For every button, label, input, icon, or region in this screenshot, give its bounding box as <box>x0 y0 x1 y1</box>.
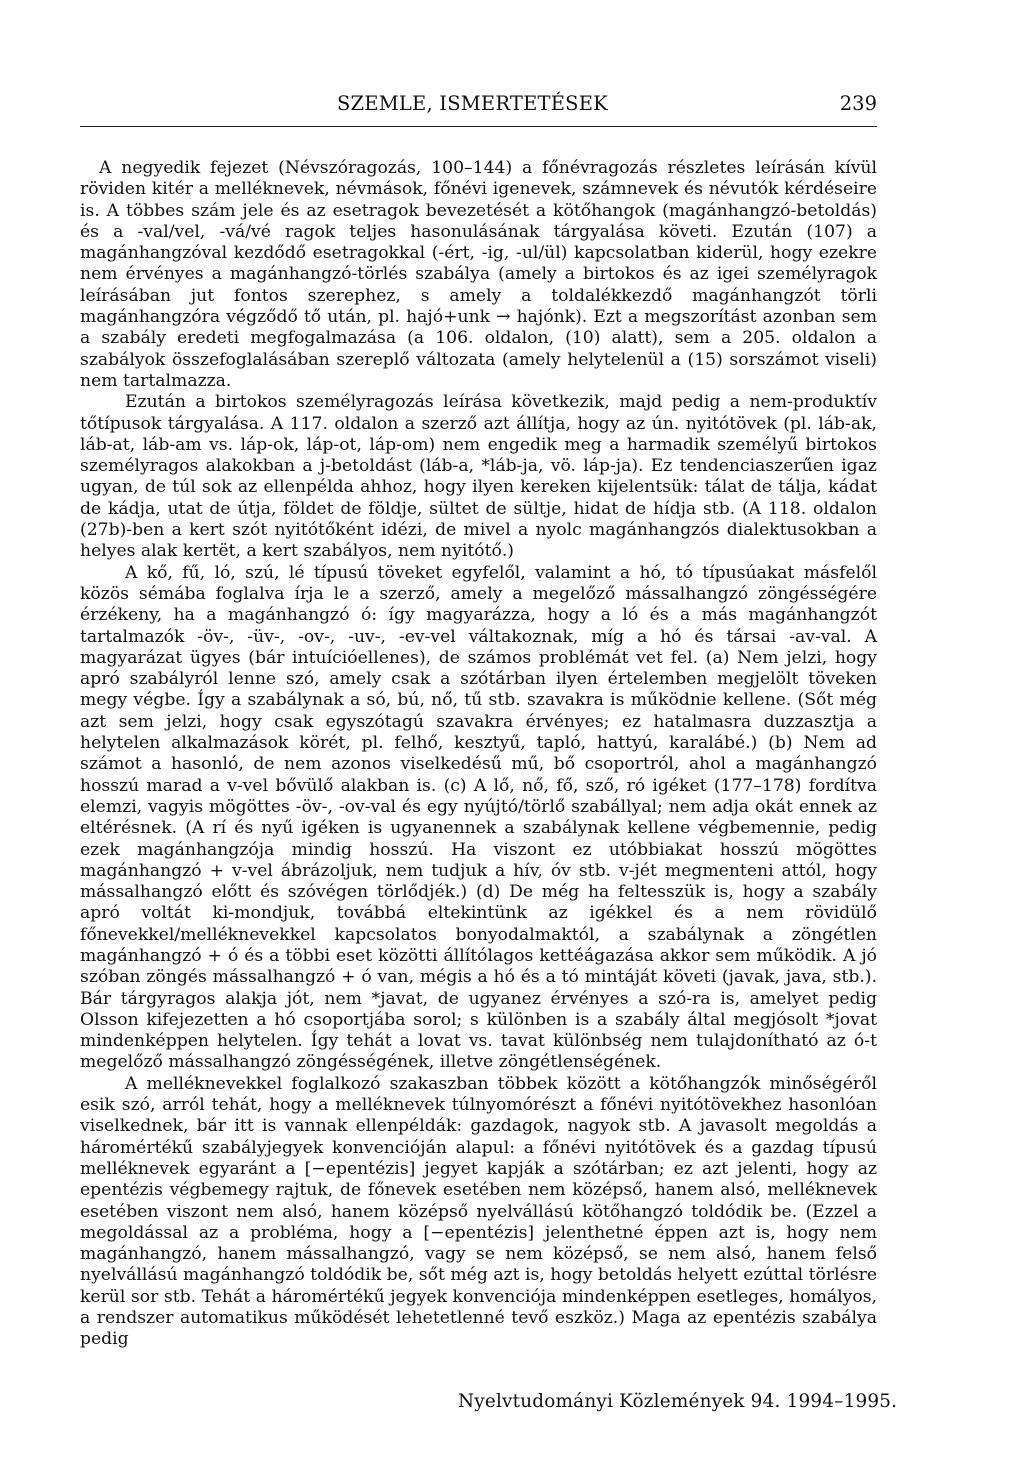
paragraph: A kő, fű, ló, szú, lé típusú töveket egyfelől, valamint a hó, tó típusúakat másfelől közös sémába foglalva írja le a szerző, amely a megelőző mássalhangzó zöngésségére érzékeny, ha a magánhangzó ó: így magyarázza, hogy a ló és a más magánhangzót tartalmazók -öv-, -üv-, -ov-, -uv-, -ev-vel váltakoznak, míg a hó és társai -av-val. A magyarázat ügyes (bár intuícióellenes), de számos problémát vet fel. (a) Nem jelzi, hogy apró szabályról lenne szó, amely csak a szótárban ilyen értelemben megjelölt töveken megy végbe. Így a szabálynak a só, bú, nő, tű stb. szavakra is működnie kellene. (Sőt még azt sem jelzi, hogy csak egyszótagú szavakra érvényes; ez hatalmasra duzzasztja a helytelen alkalmazások körét, pl. felhő, kesztyű, tapló, hattyú, karalábé.) (b) Nem ad számot a hasonló, de nem azonos viselkedésű mű, bő csoportról, ahol a magánhangzó hosszú marad a v-vel bővülő alakban is. (c) A lő, nő, fő, sző, ró igéket (177–178) fordítva elemzi, vagyis mögöttes -öv-, -ov-val és egy nyújtó/törlő szabállyal; nem adja okát ennek az eltérésnek. (A rí és nyű igéken is ugyanennek a szabálynak kellene végbemennie, pedig ezek magánhangzója mindig hosszú. Ha viszont ez utóbbiakat hosszú mögöttes magánhangzó + v-vel ábrázoljuk, nem tudjuk a hív, óv stb. v-jét megmenteni attól, hogy mássalhangzó előtt és szóvégen törlődjék.) (d) De még ha feltesszük is, hogy a szabály apró voltát ki-mondjuk, továbbá eltekintünk az igékkel és a nem rövidülő főnevekkel/melléknevekkel kapcsolatos bonyodalmaktól, a szabálynak a zöngétlen magánhangzó + ó és a többi eset közötti állítólagos kettéágazása akkor sem működik. A jó szóban zöngés mássalhangzó + ó van, mégis a hó és a tó mintáját követi (javak, java, stb.). Bár tárgyragos alakja jót, nem *javat, de ugyanez érvényes a szó-ra is, amelyet pedig Olsson kifejezetten a hó csoportjába sorol; s különben is a szabály által megjósolt *jovat mindenképpen helytelen. Így tehát a lovat vs. tavat különbség nem tulajdonítható az ó-t megelőző mássalhangzó zöngésségének, illetve zöngétlenségének. <box>80 562 877 1073</box>
page-number: 239 <box>839 92 877 115</box>
running-head: SZEMLE, ISMERTETÉSEK <box>337 92 608 115</box>
paragraph: Ezután a birtokos személyragozás leírása következik, majd pedig a nem-produktív tőtípusok tárgyalása. A 117. oldalon a szerző azt állítja, hogy az ún. nyitótövek (pl. láb-ak, láb-at, láb-am vs. láp-ok, láp-ot, láp-om) nem engedik meg a harmadik személyű birtokos személyragos alakokban a j-betoldást (láb-a, *láb-ja, vö. láp-ja). Ez tendenciaszerűen igaz ugyan, de túl sok az ellenpélda ahhoz, hogy ilyen kereken kijelentsük: tálat de tálja, kádat de kádja, utat de útja, földet de földje, sültet de sültje, hidat de hídja stb. (A 118. oldalon (27b)-ben a kert szót nyitótőként idézi, de mivel a nyolc magánhangzós dialektusokban a helyes alak kertët, a kert szabályos, nem nyitótő.) <box>80 392 877 562</box>
journal-footer: Nyelvtudományi Közlemények 94. 1994–1995. <box>458 1391 898 1412</box>
header-rule <box>80 126 877 127</box>
body-text <box>80 158 877 1351</box>
paragraph: A melléknevekkel foglalkozó szakaszban többek között a kötőhangzók minőségéről esik szó, arról tehát, hogy a melléknevek túlnyomórészt a főnévi nyitótövekhez hasonlóan viselkednek, bár itt is vannak ellenpéldák: gazdagok, nagyok stb. A javasolt megoldás a háromértékű szabályjegyek konvencióján alapul: a főnévi nyitótövek és a gazdag típusú melléknevek egyaránt a [−epentézis] jegyet kapják a szótárban; ez azt jelenti, hogy az epentézis végbemegy rajtuk, de főnevek esetében nem középső, hanem alsó, melléknevek esetében viszont nem alsó, hanem középső nyelvállású kötőhangzó toldódik be. (Ezzel a megoldással az a probléma, hogy a [−epentézis] jelenthetné éppen azt is, hogy nem magánhangzó, hanem mássalhangzó, vagy se nem középső, se nem alsó, hanem felső nyelvállású magánhangzó toldódik be, sőt még azt is, hogy betoldás helyett ezúttal törlésre kerül sor stb. Tehát a háromértékű jegyek konvenciója mindenképpen esetleges, homályos, a rendszer automatikus működését lehetetlenné tevő eszköz.) Maga az epentézis szabálya pedig <box>80 1073 877 1350</box>
page-header <box>80 92 877 122</box>
paragraph: A negyedik fejezet (Névszóragozás, 100–144) a főnévragozás részletes leírásán kívül röviden kitér a melléknevek, névmások, főnévi igenevek, számnevek és névutók kérdéseire is. A többes szám jele és az esetragok bevezetését a kötőhangok (magánhangzó-betoldás) és a -val/vel, -vá/vé ragok teljes hasonulásának tárgyalása követi. Ezután (107) a magánhangzóval kezdődő esetragokkal (-ért, -ig, -ul/ül) kapcsolatban kiderül, hogy ezekre nem érvényes a magánhangzó-törlés szabálya (amely a birtokos és az igei személyragok leírásában jut fontos szerephez, s amely a toldalékkezdő magánhangzót törli magánhangzóra végződő tő után, pl. hajó+unk → hajónk). Ezt a megszorítást azonban sem a szabály eredeti megfogalmazása (a 106. oldalon, (10) alatt), sem a 205. oldalon a szabályok összefoglalásában szereplő változata (amely helytelenül a (15) sorszámot viseli) nem tartalmazza. <box>80 158 877 391</box>
